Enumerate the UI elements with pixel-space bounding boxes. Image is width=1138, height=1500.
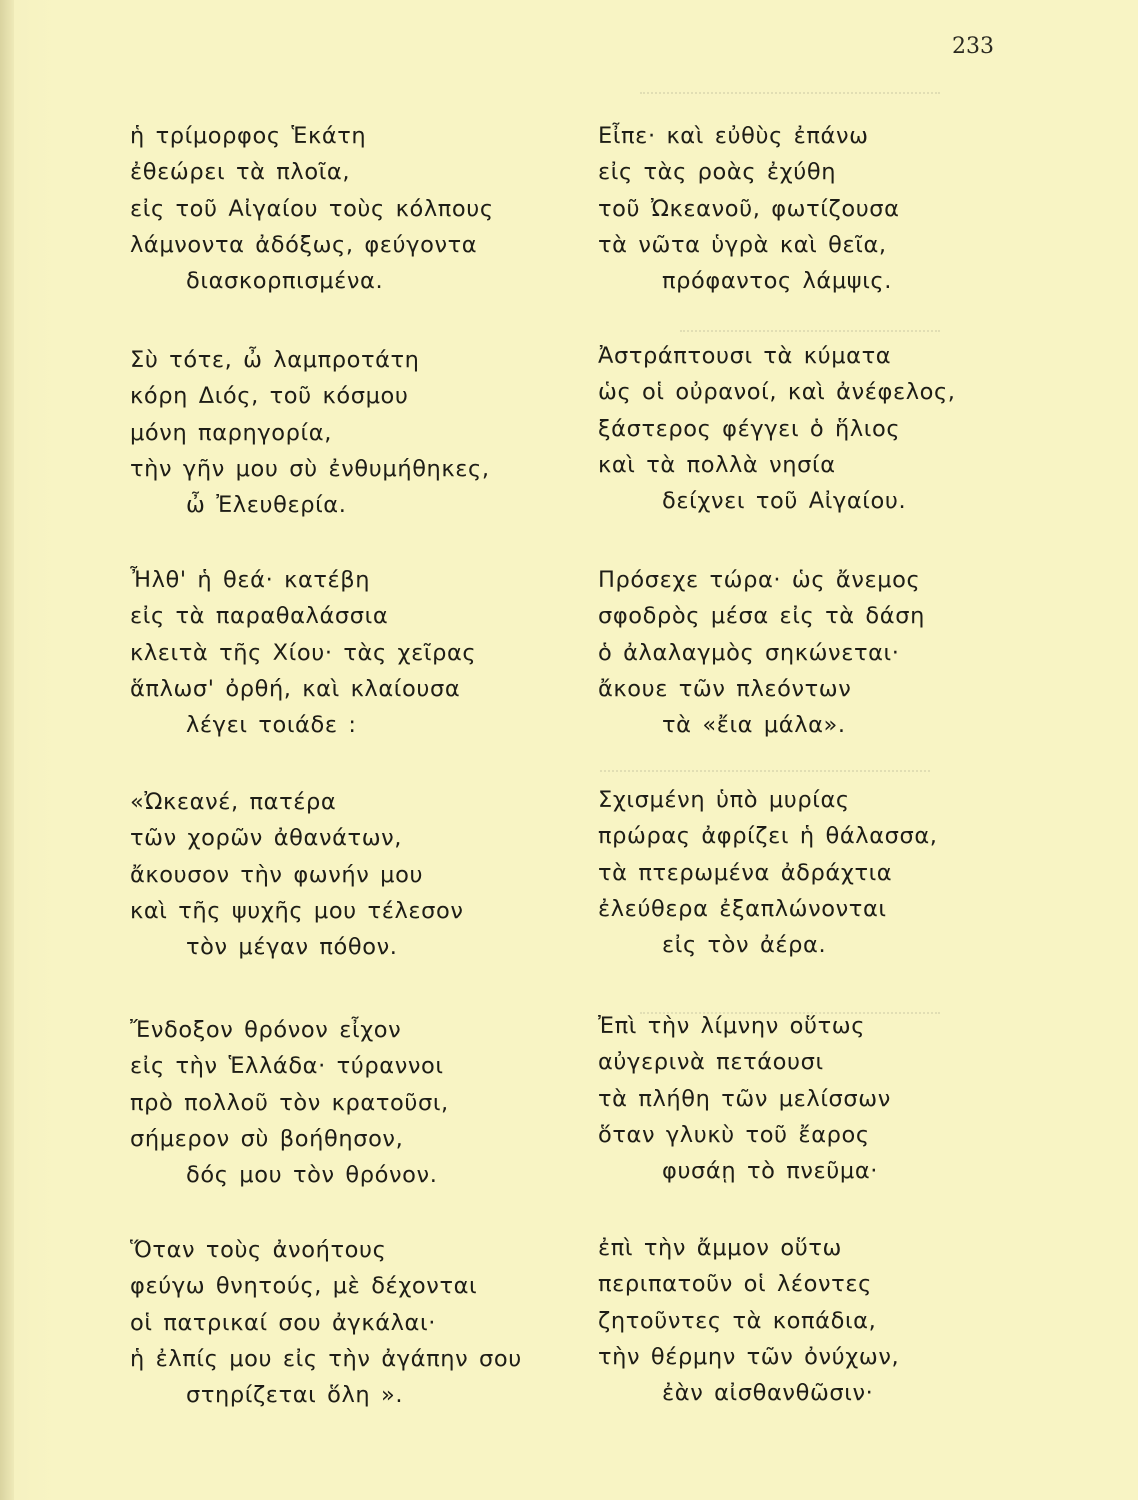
verse-line: τῶν χορῶν ἀθανάτων,	[130, 825, 403, 852]
verse-line: οἱ πατρικαί σου ἀγκάλαι·	[130, 1309, 436, 1336]
verse-line: τὴν γῆν μου σὺ ἐνθυμήθηκες,	[130, 455, 490, 482]
verse-line: ἅπλωσ' ὀρθή, καὶ κλαίουσα	[130, 675, 461, 702]
stanza	[598, 338, 956, 519]
verse-line: κόρη Διός, τοῦ κόσμου	[130, 383, 409, 410]
verse-line: ζητοῦντες τὰ κοπάδια,	[598, 1307, 877, 1334]
verse-line: Σχισμένη ὑπὸ μυρίας	[598, 787, 850, 813]
verse-line: ἡ τρίμορφος Ἑκάτη	[130, 123, 367, 149]
verse-line: τὰ νῶτα ὑγρὰ καὶ θεῖα,	[598, 231, 887, 258]
verse-line: ἐλεύθερα ἐξαπλώνονται	[598, 895, 887, 922]
verse-line: τοῦ Ὠκεανοῦ, φωτίζουσα	[598, 195, 900, 222]
verse-line: δός μου τὸν θρόνον.	[186, 1162, 438, 1189]
verse-line: ἐὰν αἰσθανθῶσιν·	[662, 1380, 874, 1407]
verse-line: ἐθεώρει τὰ πλοῖα,	[130, 159, 351, 186]
verse-line: πρώρας ἀφρίζει ἡ θάλασσα,	[598, 823, 938, 850]
verse-line: αὐγερινὰ πετάουσι	[598, 1049, 824, 1076]
verse-line: τὰ πλήθη τῶν μελίσσων	[598, 1085, 891, 1112]
verse-line: καὶ τὰ πολλὰ νησία	[598, 451, 836, 478]
verse-line: φεύγω θνητούς, μὲ δέχονται	[130, 1273, 478, 1300]
stanza	[598, 1230, 899, 1411]
verse-line: διασκορπισμένα.	[186, 268, 384, 295]
verse-line: Ἔνδοξον θρόνον εἶχον	[130, 1017, 402, 1043]
verse-line: Ἦλθ' ἡ θεά· κατέβη	[130, 567, 371, 593]
stanza	[130, 342, 490, 523]
page-number: 233	[952, 34, 994, 59]
verse-line: σφοδρὸς μέσα εἰς τὰ δάση	[598, 603, 925, 630]
verse-line: πρόφαντος λάμψις.	[662, 268, 892, 295]
verse-line: «Ὠκεανέ, πατέρα	[130, 789, 337, 815]
stanza	[130, 118, 494, 299]
stanza	[598, 1008, 891, 1189]
stanza	[130, 1012, 449, 1193]
verse-line: τὰ «ἔια μάλα».	[662, 712, 846, 739]
verse-line: ὦ Ἐλευθερία.	[186, 492, 347, 519]
verse-line: εἰς τὰ παραθαλάσσια	[130, 603, 389, 630]
verse-line: ξάστερος φέγγει ὁ ἥλιος	[598, 415, 901, 442]
verse-line: ἡ ἐλπίς μου εἰς τὴν ἀγάπην σου	[130, 1345, 522, 1372]
verse-line: ἐπὶ τὴν ἄμμον οὕτω	[598, 1235, 842, 1261]
verse-line: τὸν μέγαν πόθον.	[186, 934, 398, 961]
verse-line: Ἀστράπτουσι τὰ κύματα	[598, 343, 892, 369]
verse-line: ὅταν γλυκὺ τοῦ ἔαρος	[598, 1121, 870, 1148]
verse-line: μόνη παρηγορία,	[130, 419, 332, 446]
verse-line: Πρόσεχε τώρα· ὡς ἄνεμος	[598, 567, 921, 593]
verse-line: εἰς τοῦ Αἰγαίου τοὺς κόλπους	[130, 195, 494, 222]
bleed-through-shadow	[640, 92, 940, 96]
stanza	[130, 562, 476, 743]
verse-line: λέγει τοιάδε :	[186, 712, 357, 739]
bleed-through-shadow	[600, 770, 930, 774]
verse-line: ὡς οἱ οὐρανοί, καὶ ἀνέφελος,	[598, 379, 956, 406]
verse-line: ἄκουσον τὴν φωνήν μου	[130, 861, 424, 888]
verse-line: εἰς τὸν ἀέρα.	[662, 932, 827, 959]
verse-line: Ὅταν τοὺς ἀνοήτους	[130, 1237, 387, 1263]
verse-line: στηρίζεται ὅλη ».	[186, 1382, 404, 1409]
verse-line: σήμερον σὺ βοήθησον,	[130, 1125, 404, 1152]
verse-line: ἄκουε τῶν πλεόντων	[598, 675, 852, 702]
stanza	[598, 782, 938, 963]
verse-line: περιπατοῦν οἱ λέοντες	[598, 1271, 872, 1298]
verse-line: φυσάῃ τὸ πνεῦμα·	[662, 1158, 879, 1185]
stanza	[598, 562, 925, 743]
verse-line: καὶ τῆς ψυχῆς μου τέλεσον	[130, 897, 464, 924]
verse-line: εἰς τὰς ροὰς ἐχύθη	[598, 159, 837, 186]
verse-line: ὁ ἀλαλαγμὸς σηκώνεται·	[598, 639, 900, 666]
stanza	[130, 1232, 522, 1413]
verse-line: εἰς τὴν Ἑλλάδα· τύραννοι	[130, 1053, 444, 1080]
stanza	[598, 118, 900, 299]
verse-line: τὰ πτερωμένα ἀδράχτια	[598, 859, 893, 886]
stanza	[130, 784, 464, 965]
page-binding-edge	[0, 0, 14, 1500]
verse-line: πρὸ πολλοῦ τὸν κρατοῦσι,	[130, 1089, 449, 1116]
bleed-through-shadow	[680, 330, 940, 334]
verse-line: Ἐπὶ τὴν λίμνην οὕτως	[598, 1013, 866, 1039]
verse-line: λάμνοντα ἀδόξως, φεύγοντα	[130, 231, 478, 258]
verse-line: Σὺ τότε, ὦ λαμπροτάτη	[130, 347, 420, 373]
verse-line: δείχνει τοῦ Αἰγαίου.	[662, 488, 907, 515]
verse-line: τὴν θέρμην τῶν ὀνύχων,	[598, 1343, 900, 1370]
verse-line: κλειτὰ τῆς Χίου· τὰς χεῖρας	[130, 639, 477, 666]
verse-line: Εἶπε· καὶ εὐθὺς ἐπάνω	[598, 123, 869, 149]
